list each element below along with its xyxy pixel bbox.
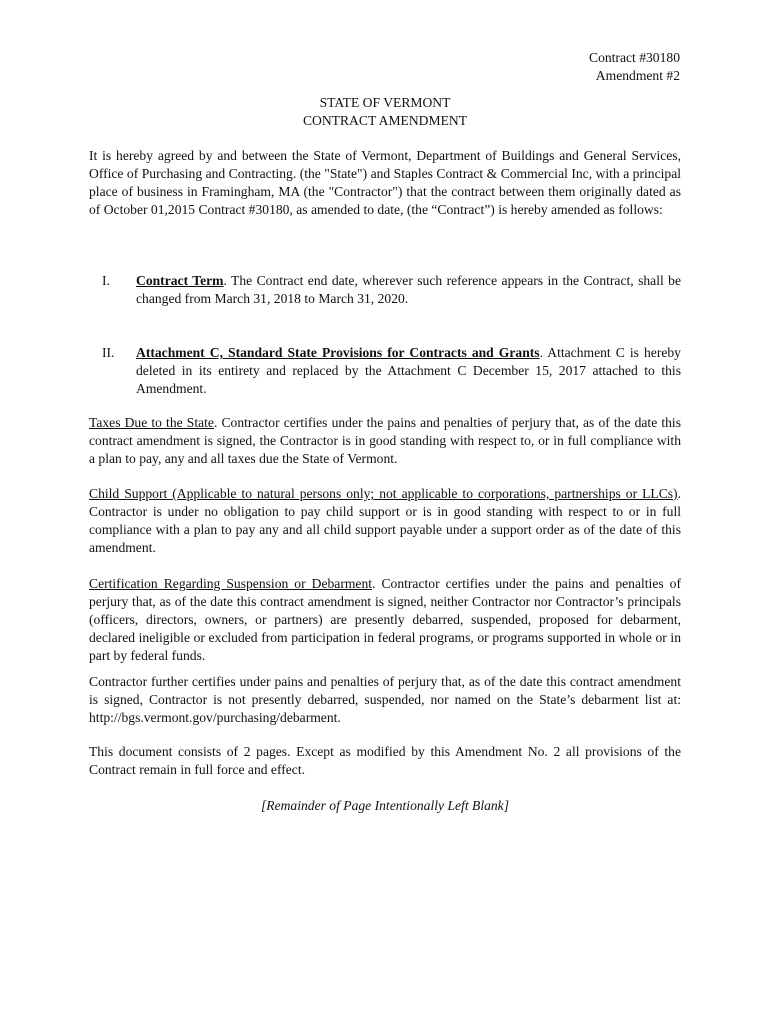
- contract-reference: [589, 49, 680, 85]
- taxes-heading: Taxes Due to the State: [89, 415, 214, 430]
- item-1-text: . The Contract end date, wherever such reference appears in the Contract, shall be changed from March 31, 2018 to March 31, 2020.: [136, 273, 681, 306]
- contract-number: Contract #30180: [589, 50, 680, 65]
- remainder-blank-note: [Remainder of Page Intentionally Left Blank]: [260, 798, 510, 813]
- title-line-1: STATE OF VERMONT: [319, 95, 451, 110]
- document-title: [0, 94, 770, 130]
- taxes-paragraph: [89, 414, 681, 468]
- pages-statement-paragraph: This document consists of 2 pages. Except as modified by this Amendment No. 2 all provisions of the Contract remain in full force and effect.: [89, 744, 681, 777]
- amendment-number: Amendment #2: [595, 68, 680, 83]
- child-support-paragraph: [89, 485, 681, 557]
- item-2-body: [136, 344, 681, 398]
- item-1-heading: Contract Term: [136, 273, 224, 288]
- title-line-2: CONTRACT AMENDMENT: [302, 113, 467, 128]
- debarment-text: . Contractor certifies under the pains and penalties of perjury that, as of the date this contract amendment is signed, neither Contractor nor Contractor’s principals (officers, directors, owners, or partners) are presently debarred, suspended, proposed for debarment, declared ineligible or excluded from participation in federal programs, or programs supported in whole or in part by federal funds.: [89, 576, 681, 663]
- intro-paragraph: It is hereby agreed by and between the State of Vermont, Department of Buildings and General Services, Office of Purchasing and Contracting. (the "State") and Staples Contract & Commercial Inc, with a principal place of business in Framingham, MA (the "Contractor") that the contract between them originally dated as of October 01,2015 Contract #30180, as amended to date, (the “Contract”) is hereby amended as follows:: [89, 148, 681, 217]
- item-2-text: . Attachment C is hereby deleted in its entirety and replaced by the Attachment C December 15, 2017 attached to this Amendment.: [136, 345, 681, 396]
- debarment-heading: Certification Regarding Suspension or Debarment: [89, 576, 373, 591]
- taxes-text: . Contractor certifies under the pains and penalties of perjury that, as of the date this contract amendment is signed, the Contractor is in good standing with respect to, or in full compliance with a plan to pay, any and all taxes due the State of Vermont.: [89, 415, 681, 466]
- item-2-heading: Attachment C, Standard State Provisions for Contracts and Grants: [136, 345, 540, 360]
- child-support-text: . Contractor is under no obligation to pay child support or is in good standing with respect to or in full compliance with a plan to pay any and all child support payable under a support order as of the date of this amendment.: [89, 486, 681, 555]
- further-certification-paragraph: Contractor further certifies under pains and penalties of perjury that, as of the date this contract amendment is signed, Contractor is not presently debarred, suspended, nor named on the State’s debarment list at: http://bgs.vermont.gov/purchasing/debarment.: [89, 674, 681, 725]
- item-2-numeral: II.: [102, 345, 115, 360]
- child-support-heading: Child Support (Applicable to natural persons only; not applicable to corporations, partnerships or LLCs): [89, 486, 678, 501]
- item-1-body: [136, 272, 681, 308]
- debarment-paragraph: [89, 575, 681, 665]
- item-1-numeral: I.: [102, 273, 110, 288]
